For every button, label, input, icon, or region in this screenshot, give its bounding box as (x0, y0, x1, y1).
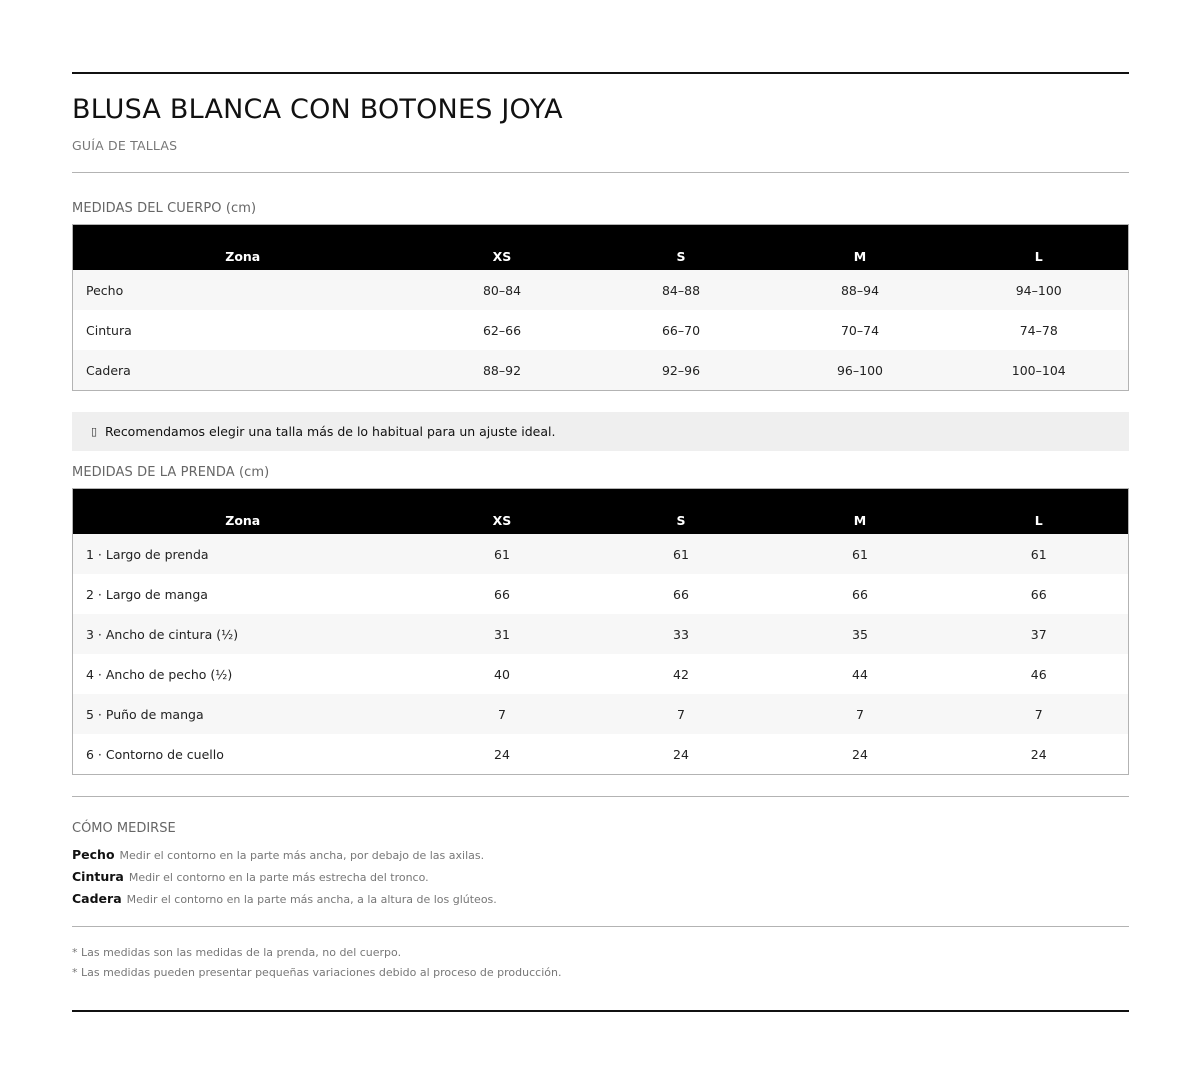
zone-cell: 6 · Contorno de cuello (86, 746, 224, 762)
table-row (73, 270, 1129, 310)
table-header-row (73, 489, 1129, 535)
garment-measurements-label: MEDIDAS DE LA PRENDA (cm) (72, 465, 270, 480)
page-subtitle: GUÍA DE TALLAS (72, 138, 178, 153)
value-cell: 96–100 (836, 362, 883, 378)
table-row (73, 654, 1129, 694)
zone-cell: 3 · Ancho de cintura (½) (86, 626, 239, 642)
value-cell: 88–94 (840, 282, 880, 298)
value-cell: 70–74 (840, 322, 880, 338)
how-to-description: Medir el contorno en la parte más estrecha del tronco. (128, 871, 429, 884)
how-to-term: Cintura (72, 869, 124, 884)
value-cell: 61 (1030, 546, 1047, 562)
table-row (73, 310, 1129, 350)
column-header-zone: Zona (225, 249, 261, 264)
top-divider (72, 72, 1129, 74)
value-cell: 42 (673, 666, 689, 682)
column-header-m: M (853, 249, 867, 264)
value-cell: 24 (673, 746, 689, 762)
value-cell: 24 (494, 746, 510, 762)
value-cell: 66 (494, 586, 510, 602)
value-cell: 35 (852, 626, 868, 642)
zone-cell: Pecho (86, 282, 124, 298)
value-cell: 24 (1030, 746, 1047, 762)
how-to-divider (72, 796, 1129, 797)
value-cell: 92–96 (661, 362, 701, 378)
value-cell: 24 (852, 746, 868, 762)
column-header-l: L (1034, 249, 1043, 264)
value-cell: 61 (852, 546, 868, 562)
value-cell: 61 (494, 546, 510, 562)
value-cell: 40 (494, 666, 510, 682)
body-measurements-table (72, 224, 1129, 391)
table-row (73, 614, 1129, 654)
how-to-term: Pecho (72, 847, 115, 862)
value-cell: 7 (498, 706, 506, 722)
column-header-s: S (676, 513, 686, 528)
how-to-item-chest (72, 844, 484, 863)
zone-cell: 5 · Puño de manga (86, 706, 204, 722)
value-cell: 100–104 (1011, 362, 1066, 378)
zone-cell: Cadera (86, 362, 131, 378)
how-to-item-hip (72, 888, 497, 907)
value-cell: 66–70 (661, 322, 701, 338)
fit-recommendation-text: Recomendamos elegir una talla más de lo habitual para un ajuste ideal. (105, 424, 556, 439)
footnote: * Las medidas pueden presentar pequeñas variaciones debido al proceso de producción. (72, 966, 562, 979)
zone-cell: Cintura (86, 322, 132, 338)
column-header-xs: XS (492, 249, 512, 264)
header-divider (72, 172, 1129, 173)
value-cell: 7 (677, 706, 685, 722)
table-row (73, 350, 1129, 391)
value-cell: 44 (852, 666, 868, 682)
info-icon: ▯ (91, 425, 98, 438)
column-header-xs: XS (492, 513, 512, 528)
product-title: BLUSA BLANCA CON BOTONES JOYA (72, 94, 563, 125)
value-cell: 7 (1034, 706, 1043, 722)
footnotes-divider (72, 926, 1129, 927)
table-row (73, 574, 1129, 614)
fit-recommendation-note (72, 412, 1129, 451)
column-header-m: M (853, 513, 867, 528)
bottom-divider (72, 1010, 1129, 1012)
column-header-zone: Zona (225, 513, 261, 528)
body-measurements-label: MEDIDAS DEL CUERPO (cm) (72, 201, 257, 216)
how-to-description: Medir el contorno en la parte más ancha, por debajo de las axilas. (119, 849, 485, 862)
zone-cell: 4 · Ancho de pecho (½) (86, 666, 233, 682)
value-cell: 74–78 (1019, 322, 1058, 338)
column-header-l: L (1034, 513, 1043, 528)
footnote: * Las medidas son las medidas de la prenda, no del cuerpo. (72, 946, 402, 959)
value-cell: 61 (673, 546, 689, 562)
garment-measurements-table (72, 488, 1129, 775)
zone-cell: 1 · Largo de prenda (86, 546, 209, 562)
value-cell: 31 (494, 626, 510, 642)
value-cell: 66 (673, 586, 689, 602)
table-row (73, 734, 1129, 775)
value-cell: 94–100 (1015, 282, 1062, 298)
value-cell: 66 (1030, 586, 1047, 602)
value-cell: 80–84 (482, 282, 522, 298)
table-header-row (73, 225, 1129, 271)
value-cell: 88–92 (482, 362, 522, 378)
value-cell: 33 (673, 626, 689, 642)
table-row (73, 534, 1129, 574)
value-cell: 7 (856, 706, 864, 722)
how-to-measure-title: CÓMO MEDIRSE (72, 821, 176, 836)
value-cell: 37 (1030, 626, 1047, 642)
value-cell: 84–88 (661, 282, 701, 298)
column-header-s: S (676, 249, 686, 264)
how-to-description: Medir el contorno en la parte más ancha, a la altura de los glúteos. (126, 893, 497, 906)
value-cell: 62–66 (482, 322, 522, 338)
how-to-term: Cadera (72, 891, 122, 906)
value-cell: 66 (852, 586, 868, 602)
how-to-item-waist (72, 866, 429, 885)
zone-cell: 2 · Largo de manga (86, 586, 208, 602)
value-cell: 46 (1030, 666, 1047, 682)
table-row (73, 694, 1129, 734)
